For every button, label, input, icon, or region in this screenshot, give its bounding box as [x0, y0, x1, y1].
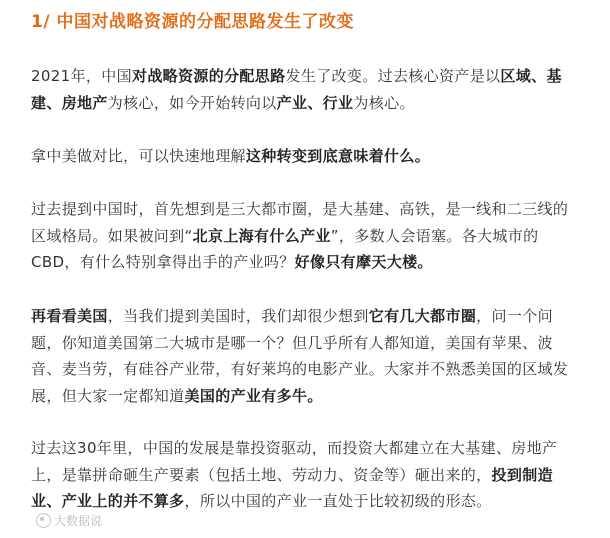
paragraph-china-past	[31, 196, 583, 276]
emphasis-text: 投到制造业、产业上的并不算多	[31, 465, 553, 510]
emphasis-text: 它有几大都市圈	[368, 307, 477, 325]
emphasis-text: 再看看美国	[31, 307, 108, 325]
body-text: 过去这30年里，中国的发展是靠投资驱动，而投资大都建立在大基建、房地产上，是靠拼命砸生产要素（包括土地、劳动力、资金等）砸出来的，	[31, 439, 558, 484]
body-text: ，当我们提到美国时，我们却很少想到	[107, 307, 369, 325]
paragraph-investment	[31, 435, 583, 515]
emphasis-text: 区域、基建、房地产	[31, 67, 562, 112]
body-text: 为核心，如今开始转向以	[107, 93, 277, 112]
emphasis-text: 北京上海有什么产业	[192, 226, 331, 245]
emphasis-text: 对战略资源的分配思路	[131, 67, 286, 85]
emphasis-text: 美国的产业有多牛。	[184, 386, 323, 405]
emphasis-text: 这种转变到底意味着什么。	[245, 147, 431, 165]
paragraph-comparison	[31, 143, 583, 170]
section-heading: 1/ 中国对战略资源的分配思路发生了改变	[31, 12, 354, 32]
paragraph-usa	[31, 303, 583, 409]
body-text: 为核心。	[353, 93, 415, 112]
body-text: ，问一个问题，你知道美国第二大城市是哪一个？但几乎所有人都知道，美国有苹果、波音、麦当劳，有硅谷产业带，有好莱坞的电影产业。大家并不熟悉美国的区域发展，但大家一定都知道	[31, 307, 569, 405]
weibo-logo-icon	[36, 513, 51, 528]
watermark	[36, 512, 102, 529]
body-text: 发生了改变。过去核心资产是以	[285, 67, 501, 85]
body-text: 拿中美做对比，可以快速地理解	[31, 147, 246, 165]
watermark-text: 大数据说	[54, 514, 103, 528]
body-text: ”，多数人会语塞。各大城市的CBD，有什么特别拿得出手的产业吗？	[31, 226, 539, 271]
body-text: ，所以中国的产业一直处于比较初级的形态。	[184, 492, 492, 510]
body-text: 过去提到中国时，首先想到是三大都市圈，是大基建、高铁，是一线和二三线的区域格局。如果被问到“	[31, 200, 569, 245]
emphasis-text: 好像只有摩天大楼。	[294, 253, 433, 271]
emphasis-text: 产业、行业	[276, 93, 354, 112]
paragraph-strategy-shift	[31, 63, 583, 116]
body-text: 2021年，中国	[31, 67, 132, 85]
